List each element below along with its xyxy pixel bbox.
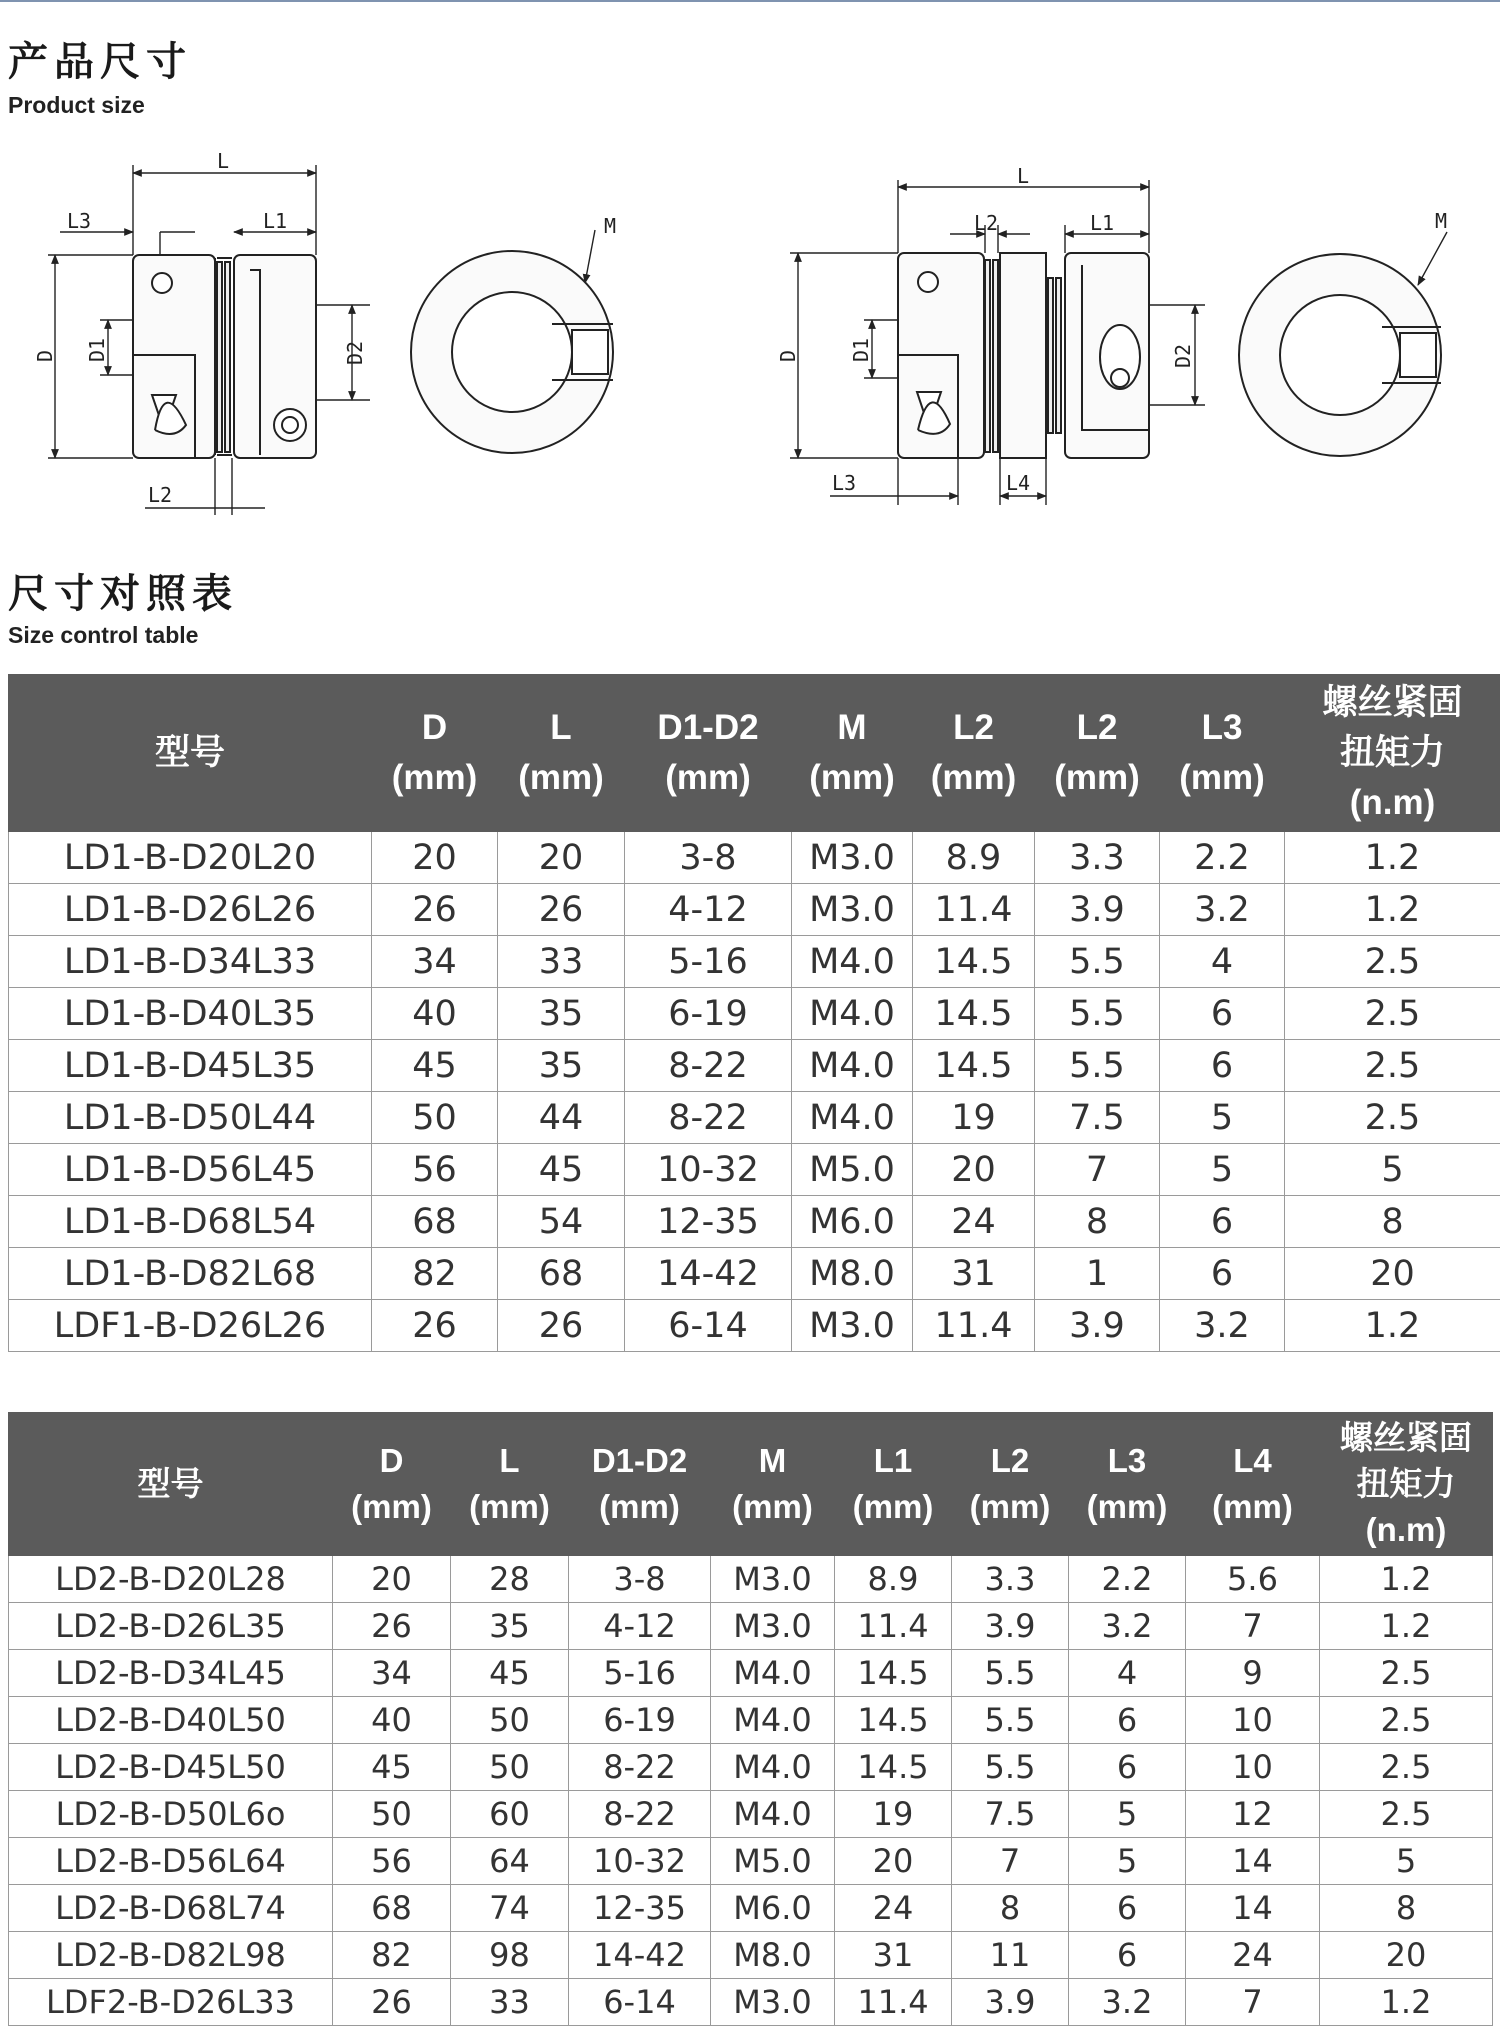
value-cell: 5: [1160, 1144, 1285, 1196]
model-cell: LD1-B-D34L33: [9, 936, 372, 988]
value-cell: 12-35: [625, 1196, 792, 1248]
column-header: M (mm): [711, 1413, 835, 1556]
model-cell: LD2-B-D68L74: [9, 1885, 333, 1932]
value-cell: 5.5: [952, 1697, 1069, 1744]
value-cell: 56: [372, 1144, 498, 1196]
value-cell: 10: [1186, 1697, 1320, 1744]
svg-text:M: M: [1435, 209, 1447, 233]
model-cell: LDF2-B-D26L33: [9, 1979, 333, 2026]
svg-text:L2: L2: [974, 211, 998, 235]
value-cell: 24: [835, 1885, 952, 1932]
size-table-title: 尺寸对照表: [8, 562, 238, 619]
model-cell: LD2-B-D26L35: [9, 1603, 333, 1650]
value-cell: 6: [1160, 988, 1285, 1040]
svg-text:D1: D1: [85, 338, 109, 362]
value-cell: 8-22: [569, 1791, 711, 1838]
model-cell: LD1-B-D50L44: [9, 1092, 372, 1144]
svg-text:L3: L3: [832, 471, 856, 495]
value-cell: M3.0: [711, 1979, 835, 2026]
value-cell: 6: [1160, 1040, 1285, 1092]
value-cell: 2.5: [1285, 988, 1500, 1040]
value-cell: 3.2: [1069, 1979, 1186, 2026]
svg-text:L1: L1: [1090, 211, 1114, 235]
value-cell: 2.5: [1320, 1744, 1493, 1791]
value-cell: 6: [1069, 1932, 1186, 1979]
column-header: D (mm): [333, 1413, 451, 1556]
model-cell: LD2-B-D56L64: [9, 1838, 333, 1885]
column-header: L (mm): [451, 1413, 569, 1556]
value-cell: 14: [1186, 1838, 1320, 1885]
value-cell: 35: [451, 1603, 569, 1650]
value-cell: 2.5: [1285, 936, 1500, 988]
value-cell: 8: [1320, 1885, 1493, 1932]
dimension-drawings: [0, 150, 1500, 530]
table-row: [9, 1744, 1493, 1791]
value-cell: 2.5: [1320, 1791, 1493, 1838]
value-cell: 3.9: [1035, 1300, 1160, 1352]
model-cell: LD1-B-D82L68: [9, 1248, 372, 1300]
value-cell: 9: [1186, 1650, 1320, 1697]
table-row: [9, 1196, 1500, 1248]
value-cell: 45: [333, 1744, 451, 1791]
table-header-row: [9, 675, 1500, 832]
svg-text:L: L: [1017, 164, 1029, 188]
value-cell: 14.5: [913, 936, 1035, 988]
value-cell: 11.4: [835, 1979, 952, 2026]
value-cell: 34: [333, 1650, 451, 1697]
value-cell: 3-8: [569, 1556, 711, 1603]
value-cell: 50: [333, 1791, 451, 1838]
value-cell: 11.4: [913, 1300, 1035, 1352]
value-cell: 24: [1186, 1932, 1320, 1979]
column-header: L2 (mm): [952, 1413, 1069, 1556]
coupling-end-view-single: [411, 251, 613, 453]
value-cell: 10-32: [569, 1838, 711, 1885]
value-cell: 4-12: [569, 1603, 711, 1650]
value-cell: 1.2: [1320, 1979, 1493, 2026]
value-cell: 20: [1285, 1248, 1500, 1300]
value-cell: 14-42: [569, 1932, 711, 1979]
svg-text:D1: D1: [849, 338, 873, 362]
table-row: [9, 1556, 1493, 1603]
column-header: 型号: [9, 1413, 333, 1556]
value-cell: 3.2: [1069, 1603, 1186, 1650]
column-header: D (mm): [372, 675, 498, 832]
value-cell: 35: [498, 988, 625, 1040]
value-cell: 68: [333, 1885, 451, 1932]
value-cell: 54: [498, 1196, 625, 1248]
value-cell: 5.5: [1035, 988, 1160, 1040]
svg-text:L2: L2: [148, 483, 172, 507]
table-row: [9, 1979, 1493, 2026]
value-cell: 26: [372, 1300, 498, 1352]
value-cell: M3.0: [711, 1603, 835, 1650]
value-cell: 74: [451, 1885, 569, 1932]
column-header: M (mm): [792, 675, 913, 832]
model-cell: LD2-B-D82L98: [9, 1932, 333, 1979]
value-cell: 50: [451, 1744, 569, 1791]
value-cell: 40: [333, 1697, 451, 1744]
value-cell: 5.6: [1186, 1556, 1320, 1603]
value-cell: 14: [1186, 1885, 1320, 1932]
svg-text:D2: D2: [343, 341, 367, 365]
value-cell: 5.5: [952, 1744, 1069, 1791]
value-cell: 5: [1069, 1838, 1186, 1885]
value-cell: 7: [952, 1838, 1069, 1885]
value-cell: 2.2: [1069, 1556, 1186, 1603]
size-table-subtitle: Size control table: [8, 622, 198, 649]
coupling-side-view-single: [133, 255, 316, 458]
column-header: L1 (mm): [835, 1413, 952, 1556]
svg-text:M: M: [604, 214, 616, 238]
value-cell: M5.0: [792, 1144, 913, 1196]
table-row: [9, 1932, 1493, 1979]
value-cell: 7: [1186, 1979, 1320, 2026]
value-cell: 8: [952, 1885, 1069, 1932]
value-cell: M4.0: [711, 1650, 835, 1697]
model-cell: LD1-B-D56L45: [9, 1144, 372, 1196]
value-cell: 3.2: [1160, 884, 1285, 936]
value-cell: M4.0: [792, 1092, 913, 1144]
value-cell: 7: [1186, 1603, 1320, 1650]
column-header: 螺丝紧固 扭矩力 (n.m): [1285, 675, 1500, 832]
value-cell: M3.0: [711, 1556, 835, 1603]
value-cell: 2.5: [1285, 1040, 1500, 1092]
column-header: L2 (mm): [913, 675, 1035, 832]
svg-text:D: D: [776, 350, 800, 362]
value-cell: M8.0: [792, 1248, 913, 1300]
value-cell: 2.5: [1285, 1092, 1500, 1144]
model-cell: LD1-B-D68L54: [9, 1196, 372, 1248]
table-row: [9, 1300, 1500, 1352]
svg-text:L4: L4: [1006, 471, 1030, 495]
top-border-line: [0, 0, 1500, 2]
value-cell: 26: [498, 1300, 625, 1352]
column-header: D1-D2 (mm): [569, 1413, 711, 1556]
table-row: [9, 1885, 1493, 1932]
value-cell: 6: [1160, 1248, 1285, 1300]
value-cell: 8-22: [625, 1092, 792, 1144]
value-cell: 45: [451, 1650, 569, 1697]
value-cell: M4.0: [792, 936, 913, 988]
value-cell: 26: [372, 884, 498, 936]
spec-table-ld1: [8, 674, 1500, 1352]
value-cell: M4.0: [711, 1791, 835, 1838]
value-cell: M4.0: [711, 1744, 835, 1791]
value-cell: M8.0: [711, 1932, 835, 1979]
value-cell: 3.9: [952, 1979, 1069, 2026]
product-size-subtitle: Product size: [8, 92, 145, 119]
value-cell: 5-16: [569, 1650, 711, 1697]
spec-table-ld2: [8, 1412, 1493, 2026]
value-cell: 44: [498, 1092, 625, 1144]
value-cell: 34: [372, 936, 498, 988]
column-header: L (mm): [498, 675, 625, 832]
value-cell: 14.5: [835, 1744, 952, 1791]
value-cell: 11.4: [913, 884, 1035, 936]
column-header: L2 (mm): [1035, 675, 1160, 832]
value-cell: 6: [1069, 1744, 1186, 1791]
value-cell: 45: [498, 1144, 625, 1196]
value-cell: 45: [372, 1040, 498, 1092]
value-cell: M6.0: [711, 1885, 835, 1932]
value-cell: 14.5: [835, 1697, 952, 1744]
value-cell: 5: [1320, 1838, 1493, 1885]
value-cell: 6: [1069, 1697, 1186, 1744]
table-row: [9, 832, 1500, 884]
value-cell: 24: [913, 1196, 1035, 1248]
model-cell: LD1-B-D45L35: [9, 1040, 372, 1092]
value-cell: 5: [1285, 1144, 1500, 1196]
value-cell: 64: [451, 1838, 569, 1885]
product-size-title: 产品尺寸: [8, 30, 192, 87]
value-cell: 68: [372, 1196, 498, 1248]
column-header: L3 (mm): [1160, 675, 1285, 832]
value-cell: 5-16: [625, 936, 792, 988]
value-cell: 5.5: [952, 1650, 1069, 1697]
value-cell: 3.3: [1035, 832, 1160, 884]
model-cell: LD2-B-D45L50: [9, 1744, 333, 1791]
coupling-side-view-double: [898, 253, 1149, 458]
value-cell: 14.5: [913, 1040, 1035, 1092]
model-cell: LD2-B-D50L6o: [9, 1791, 333, 1838]
value-cell: 3-8: [625, 832, 792, 884]
value-cell: 20: [333, 1556, 451, 1603]
model-cell: LD1-B-D26L26: [9, 884, 372, 936]
value-cell: 35: [498, 1040, 625, 1092]
value-cell: 98: [451, 1932, 569, 1979]
value-cell: 4: [1069, 1650, 1186, 1697]
value-cell: 6-14: [569, 1979, 711, 2026]
value-cell: 26: [498, 884, 625, 936]
table-row: [9, 1144, 1500, 1196]
value-cell: 8-22: [569, 1744, 711, 1791]
column-header: D1-D2 (mm): [625, 675, 792, 832]
value-cell: 20: [372, 832, 498, 884]
value-cell: M3.0: [792, 832, 913, 884]
svg-text:L3: L3: [67, 209, 91, 233]
value-cell: 8.9: [913, 832, 1035, 884]
value-cell: 19: [835, 1791, 952, 1838]
value-cell: 60: [451, 1791, 569, 1838]
value-cell: 7: [1035, 1144, 1160, 1196]
table-row: [9, 1040, 1500, 1092]
value-cell: 5: [1069, 1791, 1186, 1838]
value-cell: M4.0: [792, 988, 913, 1040]
value-cell: 8.9: [835, 1556, 952, 1603]
value-cell: 14.5: [835, 1650, 952, 1697]
value-cell: 6-19: [625, 988, 792, 1040]
table-row: [9, 936, 1500, 988]
value-cell: 8-22: [625, 1040, 792, 1092]
value-cell: M4.0: [711, 1697, 835, 1744]
value-cell: M6.0: [792, 1196, 913, 1248]
value-cell: 5.5: [1035, 1040, 1160, 1092]
value-cell: 1.2: [1285, 1300, 1500, 1352]
value-cell: 8: [1035, 1196, 1160, 1248]
column-header: L4 (mm): [1186, 1413, 1320, 1556]
svg-text:D: D: [33, 350, 57, 362]
svg-text:L: L: [217, 150, 229, 173]
value-cell: 2.2: [1160, 832, 1285, 884]
value-cell: 31: [913, 1248, 1035, 1300]
value-cell: 56: [333, 1838, 451, 1885]
table-row: [9, 1791, 1493, 1838]
value-cell: 5: [1160, 1092, 1285, 1144]
value-cell: 33: [451, 1979, 569, 2026]
value-cell: 26: [333, 1979, 451, 2026]
model-cell: LDF1-B-D26L26: [9, 1300, 372, 1352]
svg-text:D2: D2: [1171, 344, 1195, 368]
svg-text:L1: L1: [263, 209, 287, 233]
value-cell: 12: [1186, 1791, 1320, 1838]
value-cell: 20: [913, 1144, 1035, 1196]
value-cell: 11.4: [835, 1603, 952, 1650]
column-header: 型号: [9, 675, 372, 832]
value-cell: 10: [1186, 1744, 1320, 1791]
value-cell: 6: [1069, 1885, 1186, 1932]
table-row: [9, 1650, 1493, 1697]
value-cell: 19: [913, 1092, 1035, 1144]
value-cell: M4.0: [792, 1040, 913, 1092]
value-cell: 6-19: [569, 1697, 711, 1744]
value-cell: M3.0: [792, 884, 913, 936]
value-cell: 20: [498, 832, 625, 884]
value-cell: 20: [835, 1838, 952, 1885]
value-cell: 3.2: [1160, 1300, 1285, 1352]
column-header: 螺丝紧固 扭矩力 (n.m): [1320, 1413, 1493, 1556]
table-row: [9, 1092, 1500, 1144]
value-cell: 10-32: [625, 1144, 792, 1196]
table-row: [9, 884, 1500, 936]
value-cell: 3.3: [952, 1556, 1069, 1603]
value-cell: 1.2: [1285, 832, 1500, 884]
value-cell: 50: [372, 1092, 498, 1144]
value-cell: 11: [952, 1932, 1069, 1979]
table-row: [9, 1838, 1493, 1885]
model-cell: LD1-B-D40L35: [9, 988, 372, 1040]
model-cell: LD1-B-D20L20: [9, 832, 372, 884]
value-cell: 26: [333, 1603, 451, 1650]
column-header: L3 (mm): [1069, 1413, 1186, 1556]
value-cell: 7.5: [1035, 1092, 1160, 1144]
value-cell: 31: [835, 1932, 952, 1979]
value-cell: 1.2: [1285, 884, 1500, 936]
value-cell: 82: [333, 1932, 451, 1979]
value-cell: 68: [498, 1248, 625, 1300]
value-cell: 8: [1285, 1196, 1500, 1248]
value-cell: M5.0: [711, 1838, 835, 1885]
value-cell: 6-14: [625, 1300, 792, 1352]
model-cell: LD2-B-D20L28: [9, 1556, 333, 1603]
value-cell: 3.9: [952, 1603, 1069, 1650]
value-cell: 1.2: [1320, 1556, 1493, 1603]
model-cell: LD2-B-D40L50: [9, 1697, 333, 1744]
value-cell: 1.2: [1320, 1603, 1493, 1650]
value-cell: 2.5: [1320, 1697, 1493, 1744]
value-cell: M3.0: [792, 1300, 913, 1352]
value-cell: 14-42: [625, 1248, 792, 1300]
value-cell: 12-35: [569, 1885, 711, 1932]
value-cell: 3.9: [1035, 884, 1160, 936]
value-cell: 2.5: [1320, 1650, 1493, 1697]
value-cell: 4-12: [625, 884, 792, 936]
value-cell: 40: [372, 988, 498, 1040]
table-header-row: [9, 1413, 1493, 1556]
model-cell: LD2-B-D34L45: [9, 1650, 333, 1697]
table-row: [9, 1603, 1493, 1650]
table-row: [9, 988, 1500, 1040]
value-cell: 33: [498, 936, 625, 988]
table-row: [9, 1697, 1493, 1744]
value-cell: 20: [1320, 1932, 1493, 1979]
value-cell: 14.5: [913, 988, 1035, 1040]
value-cell: 7.5: [952, 1791, 1069, 1838]
value-cell: 28: [451, 1556, 569, 1603]
value-cell: 82: [372, 1248, 498, 1300]
table-row: [9, 1248, 1500, 1300]
coupling-end-view-double: [1239, 254, 1441, 456]
value-cell: 4: [1160, 936, 1285, 988]
value-cell: 5.5: [1035, 936, 1160, 988]
value-cell: 1: [1035, 1248, 1160, 1300]
value-cell: 6: [1160, 1196, 1285, 1248]
value-cell: 50: [451, 1697, 569, 1744]
